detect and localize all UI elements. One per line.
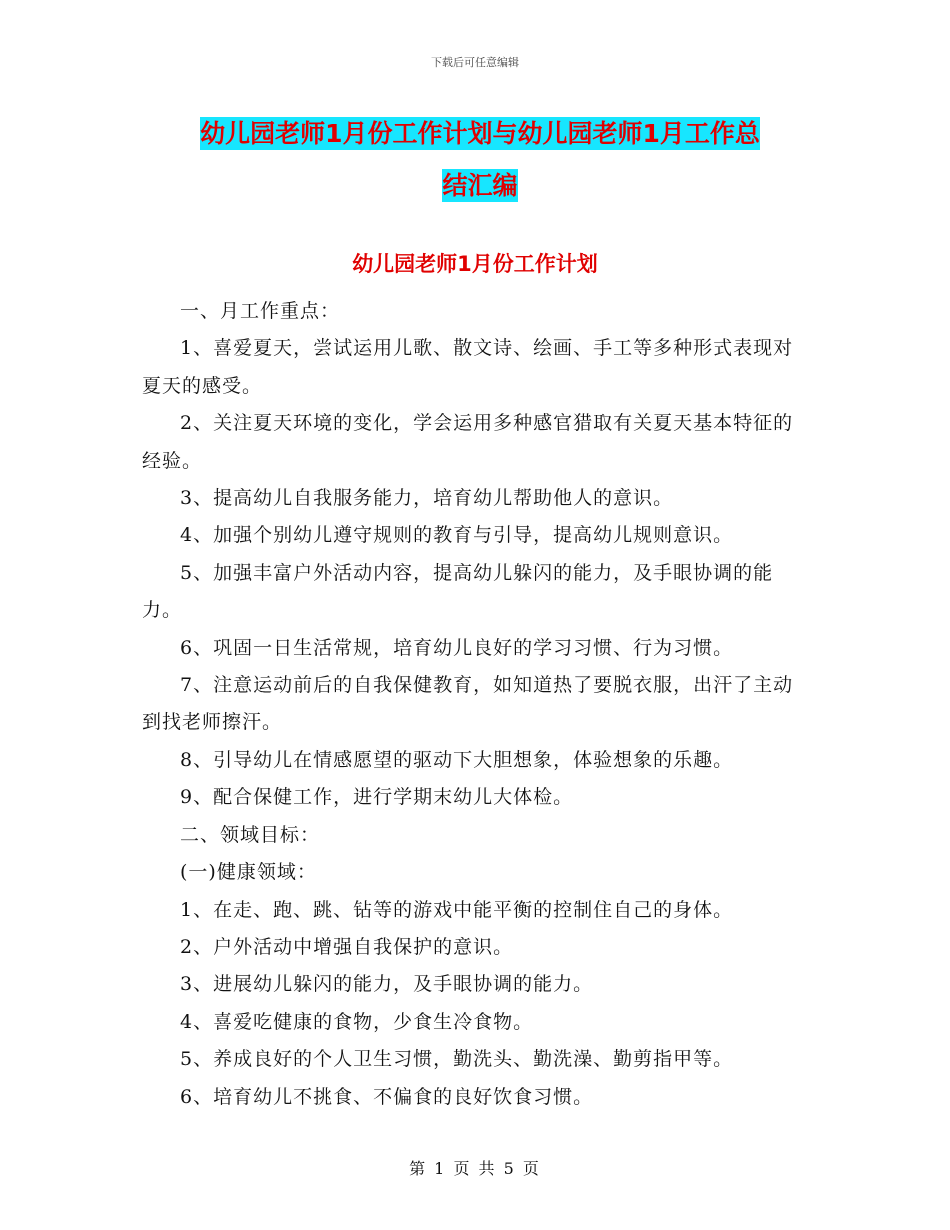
document-body [142,293,810,1116]
paragraph: 2、户外活动中增强自我保护的意识。 [180,935,514,958]
paragraph: 5、加强丰富户外活动内容，提高幼儿躲闪的能力，及手眼协调的能力。 [142,561,774,622]
document-title-line-1: 幼儿园老师1月份工作计划与幼儿园老师1月工作总 [200,119,760,148]
paragraph: 4、喜爱吃健康的食物，少食生冷食物。 [180,1010,534,1033]
paragraph: 4、加强个别幼儿遵守规则的教育与引导，提高幼儿规则意识。 [180,524,734,547]
paragraph: 6、巩固一日生活常规，培育幼儿良好的学习习惯、行为习惯。 [180,636,734,659]
paragraph: 1、喜爱夏天，尝试运用儿歌、散文诗、绘画、手工等多种形式表现对夏天的感受。 [142,337,794,397]
paragraph: 9、配合保健工作，进行学期末幼儿大体检。 [180,786,574,809]
paragraph: 6、培育幼儿不挑食、不偏食的良好饮食习惯。 [180,1085,594,1108]
header-note: 下载后可任意编辑 [431,56,519,69]
paragraph: 7、注意运动前后的自我保健教育，如知道热了要脱衣服，出汗了主动到找老师擦汗。 [142,674,794,734]
paragraph: (一)健康领域： [180,861,317,884]
paragraph: 3、提高幼儿自我服务能力，培育幼儿帮助他人的意识。 [180,487,674,510]
paragraph: 一、月工作重点： [180,300,341,322]
paragraph: 2、关注夏天环境的变化，学会运用多种感官猎取有关夏天基本特征的经验。 [142,412,794,472]
paragraph: 二、领域目标： [180,823,321,846]
page-number-footer: 第 1 页 共 5 页 [409,1159,541,1178]
document-title [140,108,820,212]
paragraph: 3、进展幼儿躲闪的能力，及手眼协调的能力。 [180,973,594,996]
document-title-line-2: 结汇编 [442,171,518,200]
paragraph: 5、养成良好的个人卫生习惯，勤洗头、勤洗澡、勤剪指甲等。 [180,1048,734,1071]
section-title: 幼儿园老师1月份工作计划 [352,252,598,276]
paragraph: 1、在走、跑、跳、钻等的游戏中能平衡的控制住自己的身体。 [180,898,734,921]
paragraph: 8、引导幼儿在情感愿望的驱动下大胆想象，体验想象的乐趣。 [180,748,734,771]
